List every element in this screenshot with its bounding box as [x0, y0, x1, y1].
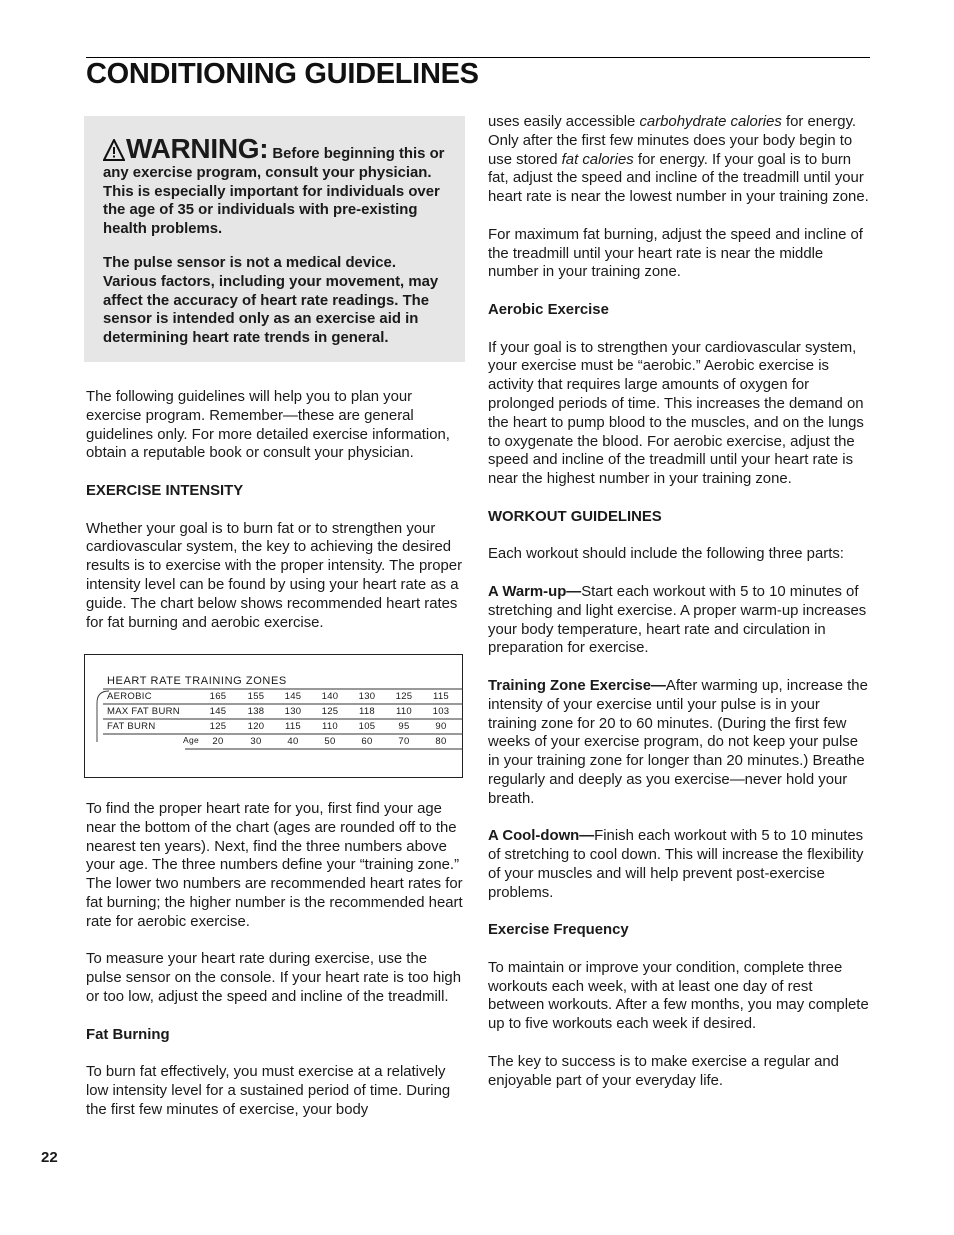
left-column-lower: [86, 800, 466, 1138]
left-column-upper: [86, 388, 466, 651]
warning-paragraph-1: [103, 135, 447, 239]
age-value: 70: [398, 736, 410, 747]
training-zone-paragraph: [488, 677, 872, 809]
heart-rate-value: 125: [321, 706, 339, 717]
age-value: 40: [287, 736, 299, 747]
heart-rate-value: 125: [209, 721, 227, 732]
cooldown-paragraph: [488, 827, 872, 902]
age-value: 60: [361, 736, 373, 747]
heart-rate-value: 138: [247, 706, 265, 717]
measure-paragraph: To measure your heart rate during exercise, use the pulse sensor on the console. If your heart rate is too high or too low, adjust the speed and incline of the treadmill.: [86, 951, 461, 1005]
zone-row-label: AEROBIC: [107, 691, 152, 702]
heart-rate-value: 130: [358, 691, 376, 702]
aerobic-paragraph: If your goal is to strengthen your cardiovascular system, your exercise must be “aerobic.” Aerobic exercise is activity that requires large amounts of oxygen for prolonged periods of time. This increases the demand on the heart to pump blood to the muscles, and on the lungs to oxygenate the blood. For aerobic exercise, adjust the speed and incline of the treadmill until your heart rate is near the highest number in your training zone.: [488, 339, 864, 488]
cooldown-text: Finish each workout with 5 to 10 minutes of stretching to cool down. This will increase the flexibility of your muscles and will help prevent post-exercise problems.: [488, 828, 864, 901]
heart-rate-value: 103: [432, 706, 450, 717]
frequency-paragraph: To maintain or improve your condition, complete three workouts each week, with at least one day of rest between workouts. After a few months, you may complete up to five workouts each week if desired.: [488, 959, 869, 1033]
heart-rate-value: 95: [398, 721, 410, 732]
zone-row-label: FAT BURN: [107, 721, 156, 732]
fat-cont-part-3: for energy. If your goal is to burn fat, adjust the speed and incline of the treadmill until your heart rate is near the lowest number in your training zone.: [488, 151, 869, 206]
page-number: 22: [41, 1149, 58, 1166]
training-zone-label: Training Zone Exercise—: [488, 677, 666, 694]
fat-cont-part-1: uses easily accessible: [488, 114, 640, 130]
age-value: 50: [324, 736, 336, 747]
find-rate-paragraph: To find the proper heart rate for you, first find your age near the bottom of the chart (ages are rounded off to the nearest ten years). Next, find the three numbers above your age. The three numbers define your “training zone.” The lower two numbers are recommended heart rates for fat burning; the higher number is the recommended heart rate for aerobic exercise.: [86, 801, 463, 930]
warmup-label: A Warm-up—: [488, 583, 582, 600]
heart-rate-chart: [84, 654, 463, 778]
intensity-paragraph: Whether your goal is to burn fat or to strengthen your cardiovascular system, the key to achieving the desired results is to exercise with the proper intensity. The proper intensity level can be found by using your heart rate as a guide. The chart below shows recommended heart rates for fat burning and aerobic exercise.: [86, 520, 463, 631]
fat-burning-heading: Fat Burning: [86, 1026, 170, 1043]
heart-rate-value: 125: [395, 691, 413, 702]
max-fat-paragraph: For maximum fat burning, adjust the speed and incline of the treadmill until your heart rate is near the middle number in your training zone.: [488, 226, 863, 281]
fat-burning-paragraph: To burn fat effectively, you must exercise at a relatively low intensity level for a sustained period of time. During the first few minutes of exercise, your body: [86, 1064, 451, 1118]
exercise-intensity-heading: EXERCISE INTENSITY: [86, 482, 244, 499]
warning-text-2: The pulse sensor is not a medical device. Various factors, including your movement, may affect the accuracy of heart rate readings. The sensor is intended only as an exercise aid in determining heart rate trends in general.: [103, 254, 439, 347]
age-value: 80: [435, 736, 447, 747]
age-value: 20: [212, 736, 224, 747]
warning-box: [84, 116, 465, 362]
warmup-paragraph: [488, 583, 872, 658]
heart-rate-value: 105: [358, 721, 376, 732]
exercise-frequency-heading: Exercise Frequency: [488, 922, 629, 939]
heart-rate-value: 165: [209, 691, 227, 702]
heart-rate-value: 155: [247, 691, 265, 702]
aerobic-exercise-heading: Aerobic Exercise: [488, 301, 609, 318]
warning-text-1: Before beginning this or any exercise program, consult your physician. This is especially important for individuals over the age of 35 or individuals with pre-existing health problems.: [103, 146, 445, 238]
age-axis-label: Age: [182, 735, 200, 745]
heart-rate-value: 115: [432, 691, 450, 702]
heart-rate-value: 90: [435, 721, 447, 732]
workout-intro: Each workout should include the following three parts:: [488, 546, 844, 563]
fat-calories-term: fat calories: [561, 151, 634, 168]
heart-rate-value: 145: [284, 691, 302, 702]
workout-guidelines-heading: WORKOUT GUIDELINES: [488, 508, 662, 525]
carbohydrate-calories-term: carbohydrate calories: [639, 114, 782, 130]
cooldown-label: A Cool-down—: [488, 828, 595, 845]
page-title: CONDITIONING GUIDELINES: [86, 58, 479, 90]
heart-rate-value: 110: [321, 721, 339, 732]
fat-cont-part-2: for energy. Only after the first few minutes does your body begin to use stored: [488, 114, 857, 168]
intro-paragraph: The following guidelines will help you to plan your exercise program. Remember—these are general guidelines only. For more detailed exercise information, obtain a reputable book or consult your physician.: [86, 389, 450, 462]
warning-triangle-icon: [103, 139, 125, 161]
heart-rate-value: 110: [395, 706, 413, 717]
heart-rate-value: 120: [247, 721, 265, 732]
heart-rate-value: 118: [358, 706, 376, 717]
heart-rate-value: 130: [284, 706, 302, 717]
fat-burning-continued: [488, 113, 872, 207]
heart-rate-value: 140: [321, 691, 339, 702]
warning-heading: WARNING:: [126, 133, 269, 164]
zone-row-label: MAX FAT BURN: [107, 706, 180, 717]
right-column: [488, 113, 872, 1109]
heart-rate-value: 145: [209, 706, 227, 717]
chart-title: HEART RATE TRAINING ZONES: [107, 675, 287, 687]
warmup-text: Start each workout with 5 to 10 minutes of stretching and light exercise. A proper warm-up increases your body temperature, heart rate and circulation in preparation for exercise.: [488, 583, 867, 657]
heart-rate-value: 115: [284, 721, 302, 732]
key-to-success-paragraph: The key to success is to make exercise a regular and enjoyable part of your everyday life.: [488, 1053, 839, 1089]
training-zone-text: After warming up, increase the intensity of your exercise until your pulse is in your training zone for 20 to 60 minutes. (During the first few weeks of your exercise program, do not keep your pulse in your training zone for longer than 20 minutes.) Breathe regularly and deeply as you exercise—never hold your breath.: [488, 677, 868, 807]
age-value: 30: [250, 736, 262, 747]
